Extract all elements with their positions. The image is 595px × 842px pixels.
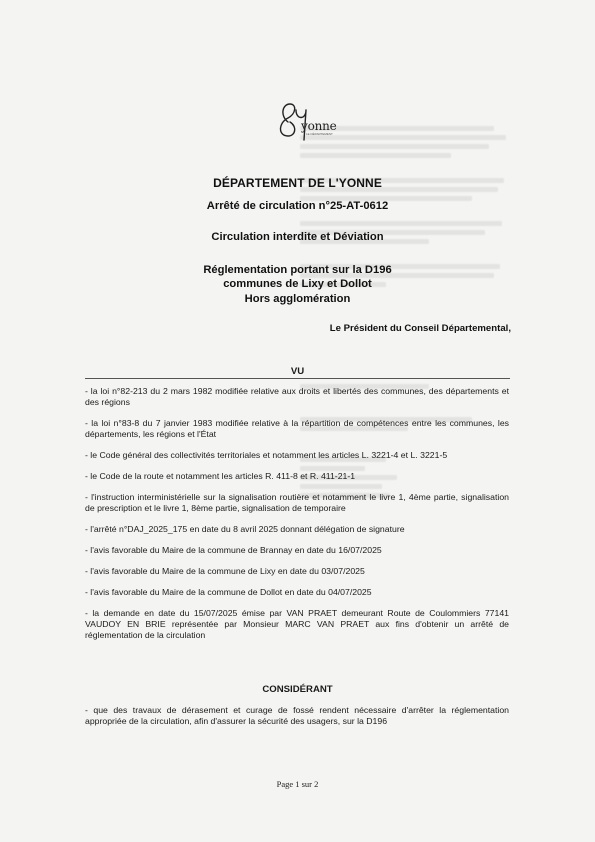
vu-heading: VU: [290, 366, 305, 377]
vu-item: - l'avis favorable du Maire de la commune de Lixy en date du 03/07/2025: [85, 566, 365, 576]
considerant-item: - que des travaux de dérasement et curage de fossé rendent nécessaire d'arrêter la réglementation appropriée de la circulation, afin d'assurer la sécurité des usagers, sur la D196: [85, 705, 509, 727]
page-number: Page 1 sur 2: [276, 779, 319, 789]
vu-item: - la demande en date du 15/07/2025 émise par VAN PRAET demeurant Route de Coulommiers 77141 VAUDOY EN BRIE représentée par Monsieur MARC VAN PRAET aux fins d'obtenir un arrêté de réglementation de la circulation: [85, 608, 509, 641]
signatory-title: Le Président du Conseil Départemental,: [329, 323, 511, 334]
vu-item: - le Code de la route et notamment les articles R. 411-8 et R. 411-21-1: [85, 471, 356, 481]
vu-divider: [85, 378, 510, 379]
logo-subtitle: LE DÉPARTEMENT: [306, 132, 333, 136]
reglementation-line: communes de Lixy et Dollot: [223, 278, 372, 291]
circulation-title: Circulation interdite et Déviation: [211, 231, 384, 243]
vu-item: - l'instruction interministérielle sur la signalisation routière et notamment le livre 1, 4ème partie, signalisation de prescription et le livre 1, 8ème partie, signalisation de temporaire: [85, 492, 509, 514]
reglementation-block: [0, 263, 595, 306]
logo-name: yonne: [301, 119, 337, 133]
vu-item: - le Code général des collectivités territoriales et notamment les articles L. 3221-4 et L. 3221-5: [85, 450, 448, 460]
vu-item: - l'arrêté n°DAJ_2025_175 en date du 8 avril 2025 donnant délégation de signature: [85, 524, 405, 534]
vu-item: - l'avis favorable du Maire de la commune de Brannay en date du 16/07/2025: [85, 545, 382, 555]
vu-item: - l'avis favorable du Maire de la commune de Dollot en date du 04/07/2025: [85, 587, 372, 597]
vu-item: - la loi n°82-213 du 2 mars 1982 modifiée relative aux droits et libertés des communes, des départements et des régions: [85, 386, 509, 408]
reglementation-line: Réglementation portant sur la D196: [203, 264, 392, 276]
vu-item: - la loi n°83-8 du 7 janvier 1983 modifiée relative à la répartition de compétences entre les communes, les départements, les régions et l'État: [85, 418, 509, 440]
department-title: DÉPARTEMENT DE L'YONNE: [213, 176, 382, 190]
arrete-number: Arrêté de circulation n°25-AT-0612: [206, 200, 389, 212]
reglementation-line: Hors agglomération: [244, 292, 351, 305]
considerant-heading: CONSIDÉRANT: [262, 684, 333, 695]
